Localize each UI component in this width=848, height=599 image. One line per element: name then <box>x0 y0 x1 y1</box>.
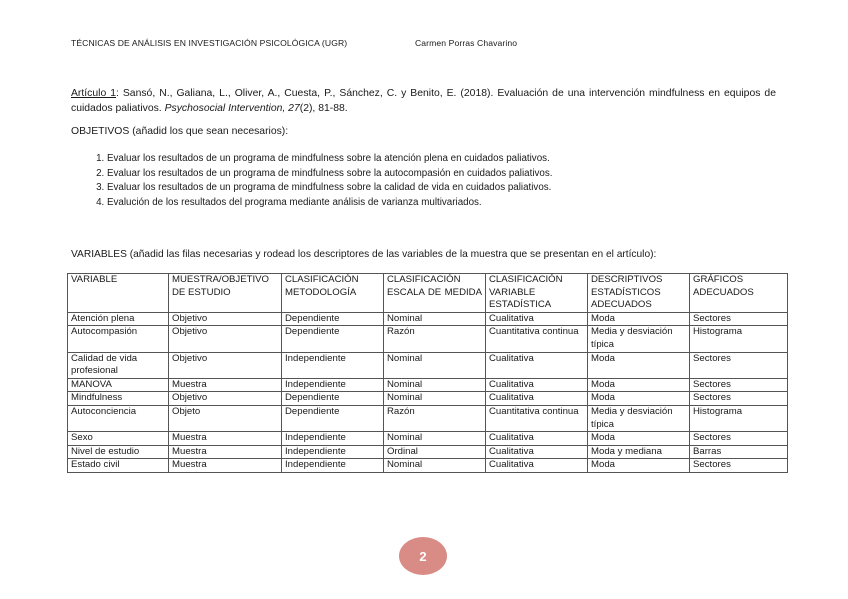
column-header: VARIABLE <box>68 274 169 313</box>
table-row <box>68 405 788 431</box>
table-row <box>68 445 788 459</box>
table-cell: Moda <box>588 378 690 392</box>
table-cell: Sectores <box>690 392 788 406</box>
table-row <box>68 432 788 446</box>
table-row <box>68 392 788 406</box>
author-name: Carmen Porras Chavarino <box>415 38 518 48</box>
table-cell: Cualitativa <box>486 392 588 406</box>
table-cell: Muestra <box>169 432 282 446</box>
table-cell: Atención plena <box>68 312 169 326</box>
table-cell: Media y desviación típica <box>588 326 690 352</box>
table-cell: Moda y mediana <box>588 445 690 459</box>
table-cell: Nominal <box>384 352 486 378</box>
objective-item: 3. Evaluar los resultados de un programa de mindfulness sobre la calidad de vida en cuidados paliativos. <box>107 181 787 196</box>
table-cell: Independiente <box>282 352 384 378</box>
article-journal: Psychosocial Intervention, 27 <box>164 103 300 114</box>
table-cell: Sexo <box>68 432 169 446</box>
table-cell: Sectores <box>690 352 788 378</box>
table-cell: Objetivo <box>169 392 282 406</box>
column-header: DESCRIPTIVOS ESTADÍSTICOS ADECUADOS <box>588 274 690 313</box>
table-cell: Dependiente <box>282 405 384 431</box>
table-cell: Nominal <box>384 459 486 473</box>
table-cell: Dependiente <box>282 312 384 326</box>
table-cell: Dependiente <box>282 392 384 406</box>
table-cell: Moda <box>588 392 690 406</box>
table-cell: Sectores <box>690 432 788 446</box>
table-cell: Muestra <box>169 459 282 473</box>
table-cell: Cualitativa <box>486 352 588 378</box>
table-cell: Nivel de estudio <box>68 445 169 459</box>
column-header: MUESTRA/OBJETIVO DE ESTUDIO <box>169 274 282 313</box>
table-cell: Independiente <box>282 378 384 392</box>
table-cell: Moda <box>588 459 690 473</box>
objectives-title: OBJETIVOS (añadid los que sean necesarios): <box>71 126 289 137</box>
table-cell: Histograma <box>690 405 788 431</box>
table-header-row <box>68 274 788 313</box>
article-reference <box>71 86 776 116</box>
course-title: TÉCNICAS DE ANÁLISIS EN INVESTIGACIÓN PSICOLÓGICA (UGR) <box>71 38 348 48</box>
table-cell: Cuantitativa continua <box>486 326 588 352</box>
table-cell: Moda <box>588 432 690 446</box>
table-cell: Nominal <box>384 432 486 446</box>
table-cell: Objetivo <box>169 352 282 378</box>
variables-table <box>67 273 788 473</box>
table-row <box>68 352 788 378</box>
table-cell: Sectores <box>690 378 788 392</box>
table-cell: Independiente <box>282 445 384 459</box>
column-header: CLASIFICACIÓN METODOLOGÍA <box>282 274 384 313</box>
table-cell: Estado civil <box>68 459 169 473</box>
page-number: 2 <box>419 548 427 564</box>
table-cell: Barras <box>690 445 788 459</box>
table-row <box>68 312 788 326</box>
table-cell: Independiente <box>282 432 384 446</box>
table-cell: Cualitativa <box>486 459 588 473</box>
table-cell: Razón <box>384 326 486 352</box>
article-label: Artículo 1 <box>71 88 116 99</box>
table-cell: MANOVA <box>68 378 169 392</box>
table-cell: Nominal <box>384 378 486 392</box>
table-cell: Cualitativa <box>486 378 588 392</box>
objective-item: 1. Evaluar los resultados de un programa de mindfulness sobre la atención plena en cuidados paliativos. <box>107 152 787 167</box>
table-row <box>68 378 788 392</box>
table-cell: Autocompasión <box>68 326 169 352</box>
table-row <box>68 326 788 352</box>
table-cell: Moda <box>588 312 690 326</box>
table-cell: Ordinal <box>384 445 486 459</box>
table-cell: Nominal <box>384 312 486 326</box>
variables-title: VARIABLES (añadid las filas necesarias y rodead los descriptores de las variables de la muestra que se presentan en el artículo): <box>71 249 657 260</box>
column-header: GRÁFICOS ADECUADOS <box>690 274 788 313</box>
table-cell: Objetivo <box>169 326 282 352</box>
table-cell: Objeto <box>169 405 282 431</box>
column-header: CLASIFICACIÓN VARIABLE ESTADÍSTICA <box>486 274 588 313</box>
article-citation: : Sansó, N., Galiana, L., Oliver, A., Cuesta, P., Sánchez, C. y Benito, E. (2018). Evaluación de una intervención mindfulness en equipos de cuidados paliativos. <box>71 88 776 114</box>
table-cell: Objetivo <box>169 312 282 326</box>
table-cell: Cualitativa <box>486 432 588 446</box>
column-header: CLASIFICACIÓN ESCALA DE MEDIDA <box>384 274 486 313</box>
table-cell: Muestra <box>169 378 282 392</box>
table-cell: Sectores <box>690 312 788 326</box>
table-cell: Independiente <box>282 459 384 473</box>
table-cell: Muestra <box>169 445 282 459</box>
table-cell: Sectores <box>690 459 788 473</box>
table-cell: Razón <box>384 405 486 431</box>
table-row <box>68 459 788 473</box>
table-cell: Autoconciencia <box>68 405 169 431</box>
page-number-badge <box>399 537 447 575</box>
objective-item: 4. Evalución de los resultados del programa mediante análisis de varianza multivariados. <box>107 196 787 211</box>
table-cell: Media y desviación típica <box>588 405 690 431</box>
table-cell: Mindfulness <box>68 392 169 406</box>
objective-item: 2. Evaluar los resultados de un programa de mindfulness sobre la autocompasión en cuidados paliativos. <box>107 167 787 182</box>
table-cell: Cualitativa <box>486 312 588 326</box>
objectives-list <box>71 152 787 210</box>
table-cell: Histograma <box>690 326 788 352</box>
page-header <box>71 38 518 48</box>
table-cell: Cuantitativa continua <box>486 405 588 431</box>
table-cell: Calidad de vida profesional <box>68 352 169 378</box>
table-cell: Cualitativa <box>486 445 588 459</box>
table-cell: Nominal <box>384 392 486 406</box>
table-cell: Moda <box>588 352 690 378</box>
article-issue: (2), 81-88. <box>299 103 348 114</box>
table-cell: Dependiente <box>282 326 384 352</box>
